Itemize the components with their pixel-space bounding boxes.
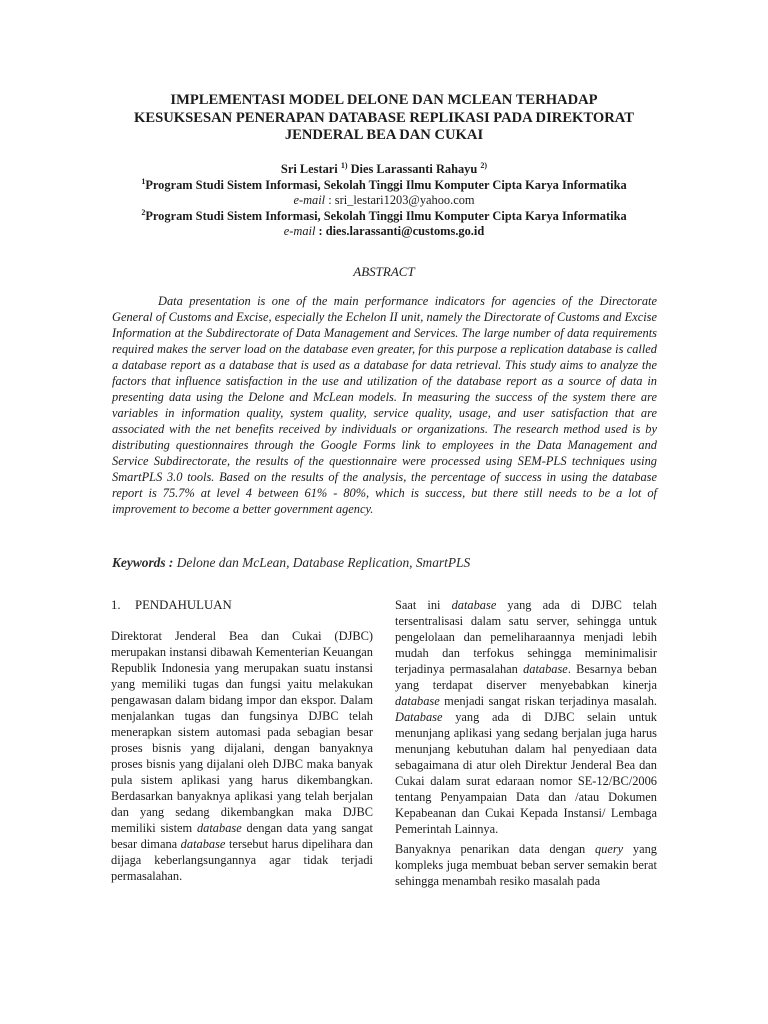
section-heading [111,597,373,613]
text-run: . Besarnya beban yang terdapat diserver menyebabkan kinerja [395,662,657,692]
emphasis-run: database [451,598,497,612]
author-block [60,162,708,240]
text-run: yang ada di DJBC selain untuk menunjang aplikasi yang sedang berjalan juga harus menunjang kebutuhan dalam hal penyediaan data sebagaimana di atur oleh Direktur Jenderal Bea dan Cukai dalam surat edaraan nomor SE-12/BC/2006 tentang Penyampaian Data dan /atau Dokumen Kepabeanan dan Cukai Kepada Instansi/ Lembaga Pemerintah Lainnya. [395,710,657,836]
affiliation-1 [60,178,708,194]
keywords-label: Keywords [112,555,166,570]
author-names [60,162,708,178]
affiliation-2-text: Program Studi Sistem Informasi, Sekolah Tinggi Ilmu Komputer Cipta Karya Informatika [145,208,627,223]
text-run: yang ada di DJBC telah tersentralisasi dalam satu server, sehingga untuk pengelolaan dan pemeliharaannya menjadi lebih mudah dan terfokus sehingga meminimalisir terjadinya permasalahan [395,598,658,676]
author-2-mark: 2) [480,160,488,170]
paper-title [100,92,668,145]
affiliation-2-mark: 2 [141,207,146,217]
emphasis-run: database [523,662,568,676]
emphasis-run: database [395,694,440,708]
abstract-heading: ABSTRACT [353,264,415,279]
right-column [395,597,657,889]
text-run: tersebut harus dipelihara dan dijaga keberlangsungannya agar tidak terjadi permasalahan. [111,837,374,883]
section-number: 1. [111,598,121,612]
section-title: PENDAHULUAN [135,598,232,612]
title-line: KESUKSESAN PENERAPAN DATABASE REPLIKASI PADA DIREKTORAT [134,109,634,126]
emphasis-run: database [196,821,242,835]
title-line: IMPLEMENTASI MODEL DELONE DAN MCLEAN TERHADAP [170,92,598,108]
emphasis-run: Database [395,710,443,724]
email-1 [60,193,708,209]
left-column [111,597,373,884]
email-2-address: : dies.larassanti@customs.go.id [315,224,485,239]
email-1-address: : sri_lestari1203@yahoo.com [325,193,475,208]
title-line: JENDERAL BEA DAN CUKAI [284,127,484,143]
emphasis-run: database [180,837,226,851]
keywords-line [112,555,672,571]
text-run: Banyaknya penarikan data dengan [395,842,595,856]
text-run: Direktorat Jenderal Bea dan Cukai (DJBC) merupakan instansi dibawah Kementerian Keuangan Republik Indonesia yang merupakan suatu instansi yang memiliki tugas dan fungsi yaitu melakukan pengawasan dalam bidang impor dan ekspor. Dalam menjalankan tugas dan fungsinya DJBC telah menerapkan sistem automasi pada sebagian besar proses bisnis yang dijalani, dengan banyaknya proses bisnis yang dijalani oleh DJBC maka banyak pula sistem aplikasi yang harus dikembangkan. Berdasarkan banyaknya aplikasi yang telah berjalan dan yang sedang dikembangkan maka DJBC memiliki sistem [111,629,373,835]
keywords-separator: : [165,555,177,570]
keywords-text: Delone dan McLean, Database Replication, SmartPLS [176,555,471,570]
body-paragraph [111,628,373,884]
affiliation-1-text: Program Studi Sistem Informasi, Sekolah Tinggi Ilmu Komputer Cipta Karya Informatika [145,177,627,192]
text-run: dengan data yang sangat besar dimana [111,821,373,851]
affiliation-2 [60,209,708,225]
email-1-label: e-mail [293,193,326,208]
affiliation-1-mark: 1 [141,176,146,186]
body-paragraph [395,841,657,889]
body-paragraph [395,597,657,837]
author-1-mark: 1) [340,160,348,170]
author-1: Sri Lestari [280,162,338,176]
author-2: Dies Larassanti Rahayu [350,162,478,176]
email-2-label: e-mail [283,224,316,239]
text-run: Saat ini [395,598,452,612]
emphasis-run: query [594,842,624,856]
text-run: menjadi sangat riskan terjadinya masalah. [439,694,657,708]
email-2 [60,224,708,240]
text-run: yang kompleks juga membuat beban server semakin berat sehingga menambah resiko masalah pada [395,842,657,888]
abstract-text: Data presentation is one of the main performance indicators for agencies of the Directorate General of Customs and Excise, especially the Echelon II unit, namely the Directorate of Customs and Excise Information at the Subdirectorate of Data Management and Services. The large number of data requirements required makes the server load on the database even greater, for this purpose a replication database is called a database report as a database that is used as a database for data retrieval. This study aims to analyze the factors that influence satisfaction in the use and utilization of the database report as a source of data in presenting data using the Delone and McLean models. In measuring the success of the system there are variables in information quality, system quality, service quality, usage, and user satisfaction that are associated with the net benefits received by individuals or organizations. The research method used is by distributing questionnaires through the Google Forms link to employees in the Data Management and Service Subdirectorate, the results of the questionnaire were processed using SEM-PLS techniques using SmartPLS 3.0 tools. Based on the results of the analysis, the percentage of success in using the database report is 75.7% at level 4 between 61% - 80%, which is success, but there still needs to be a lot of improvement to become a better government agency. [112,294,657,516]
